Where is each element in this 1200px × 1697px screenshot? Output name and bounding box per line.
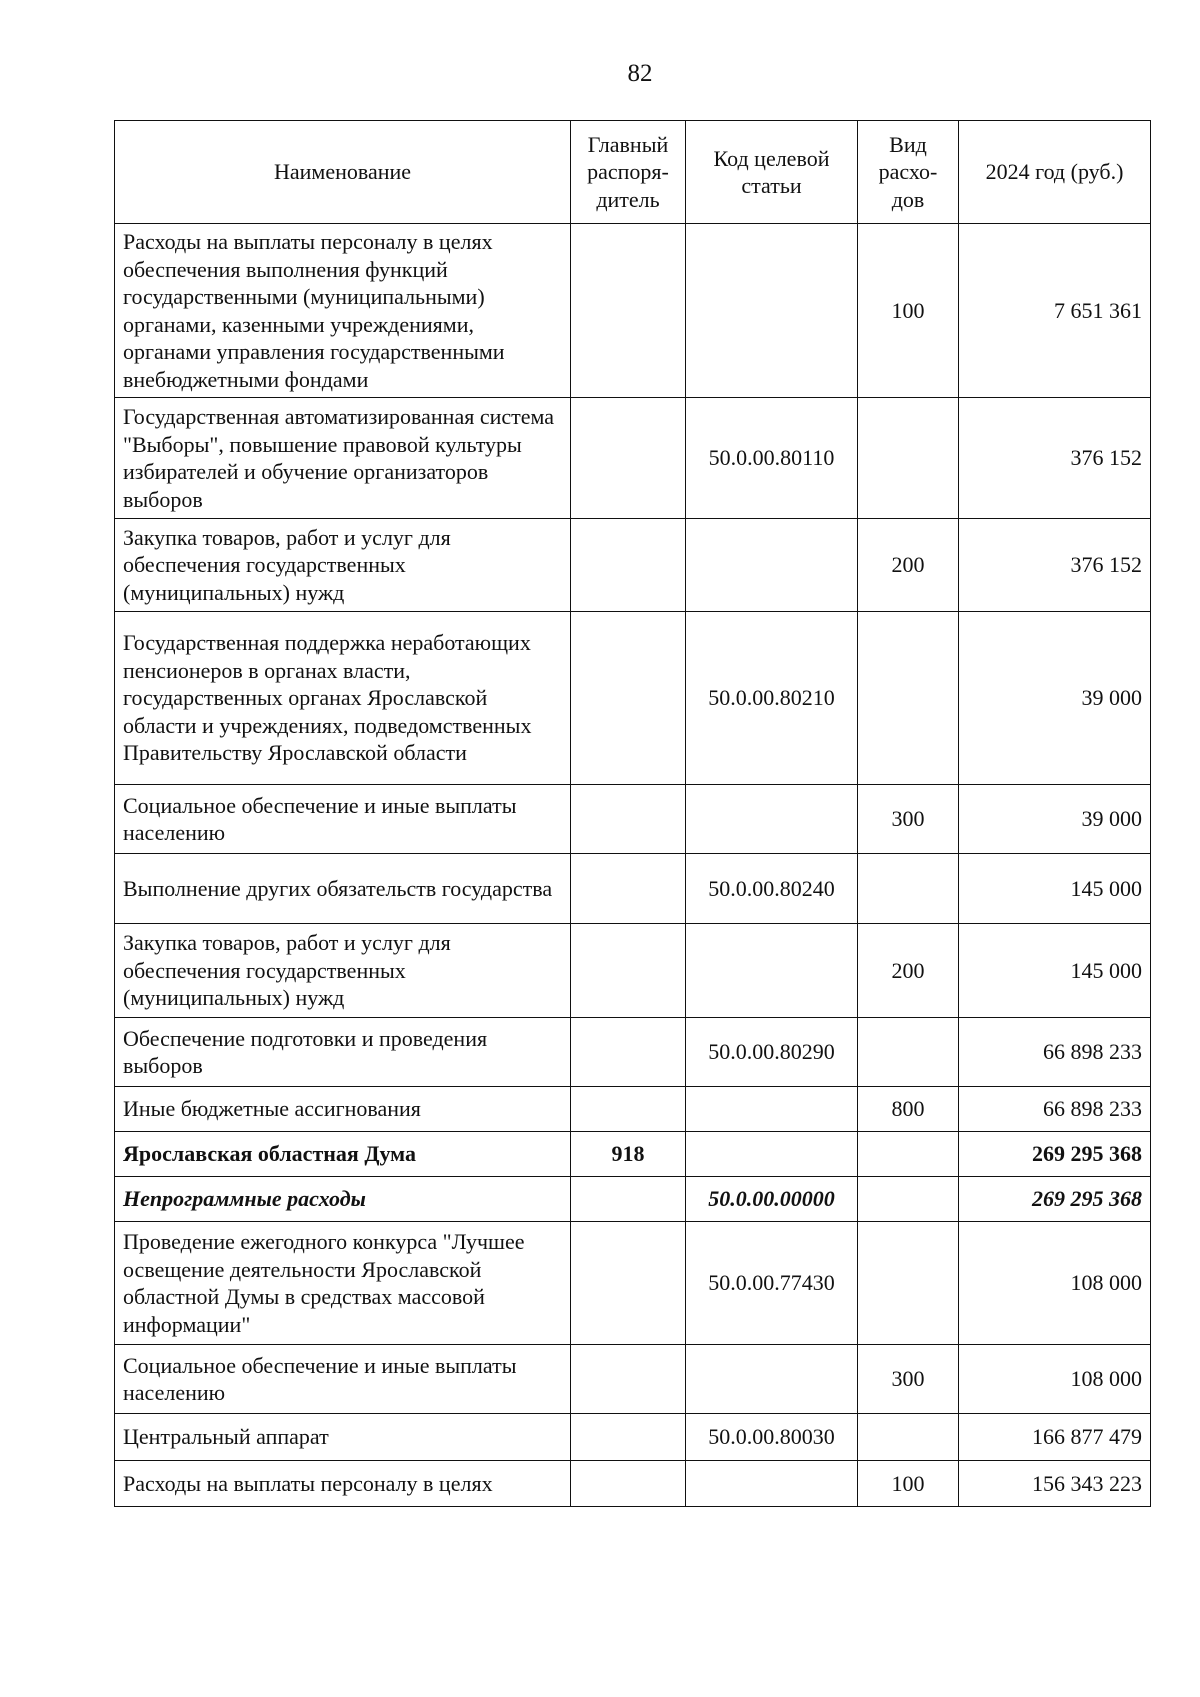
row-expense-type (858, 1177, 959, 1222)
row-target-code (686, 1461, 858, 1507)
row-expense-type (858, 854, 959, 924)
row-expense-type: 200 (858, 519, 959, 612)
row-amount: 145 000 (959, 854, 1151, 924)
row-name: Закупка товаров, работ и услуг для обеспечения государственных (муниципальных) нужд (115, 924, 571, 1018)
row-amount: 39 000 (959, 612, 1151, 785)
row-main-manager (571, 1461, 686, 1507)
table-row (115, 1222, 1151, 1345)
row-amount: 108 000 (959, 1222, 1151, 1345)
row-target-code (686, 924, 858, 1018)
row-name: Социальное обеспечение и иные выплаты населению (115, 1345, 571, 1414)
table-row (115, 612, 1151, 785)
row-expense-type: 800 (858, 1087, 959, 1132)
row-amount: 39 000 (959, 785, 1151, 854)
row-main-manager (571, 1087, 686, 1132)
row-amount: 66 898 233 (959, 1018, 1151, 1087)
row-expense-type (858, 1132, 959, 1177)
table-row (115, 1461, 1151, 1507)
row-target-code: 50.0.00.80210 (686, 612, 858, 785)
table-row (115, 398, 1151, 519)
row-name: Государственная поддержка неработающих пенсионеров в органах власти, государственных органах Ярославской области и учреждениях, подведомственных Правительству Ярославской области (115, 612, 571, 785)
table-row (115, 1018, 1151, 1087)
row-expense-type: 300 (858, 1345, 959, 1414)
row-main-manager (571, 1222, 686, 1345)
row-main-manager (571, 398, 686, 519)
row-amount: 145 000 (959, 924, 1151, 1018)
row-expense-type (858, 398, 959, 519)
row-amount: 156 343 223 (959, 1461, 1151, 1507)
row-name: Государственная автоматизированная система "Выборы", повышение правовой культуры избирателей и обучение организаторов выборов (115, 398, 571, 519)
row-main-manager (571, 785, 686, 854)
table-header-row (115, 121, 1151, 224)
header-target-code: Код целевой статьи (686, 121, 858, 224)
row-amount: 108 000 (959, 1345, 1151, 1414)
row-target-code: 50.0.00.00000 (686, 1177, 858, 1222)
row-expense-type (858, 1222, 959, 1345)
row-name: Центральный аппарат (115, 1414, 571, 1461)
table-row (115, 785, 1151, 854)
table-row-program (115, 1177, 1151, 1222)
table-row (115, 1345, 1151, 1414)
table-row (115, 1087, 1151, 1132)
row-target-code (686, 1132, 858, 1177)
row-name: Социальное обеспечение и иные выплаты населению (115, 785, 571, 854)
row-target-code: 50.0.00.77430 (686, 1222, 858, 1345)
row-amount: 166 877 479 (959, 1414, 1151, 1461)
row-main-manager (571, 224, 686, 398)
table-row (115, 854, 1151, 924)
row-target-code (686, 1087, 858, 1132)
row-expense-type: 200 (858, 924, 959, 1018)
row-main-manager (571, 612, 686, 785)
row-expense-type (858, 1018, 959, 1087)
budget-table (114, 120, 1151, 1507)
row-expense-type (858, 612, 959, 785)
row-expense-type (858, 1414, 959, 1461)
row-main-manager (571, 519, 686, 612)
row-target-code: 50.0.00.80110 (686, 398, 858, 519)
row-amount: 269 295 368 (959, 1177, 1151, 1222)
row-amount: 376 152 (959, 519, 1151, 612)
header-main-manager: Главный распоря-дитель (571, 121, 686, 224)
row-expense-type: 100 (858, 224, 959, 398)
row-expense-type: 100 (858, 1461, 959, 1507)
row-main-manager (571, 924, 686, 1018)
row-name: Ярославская областная Дума (115, 1132, 571, 1177)
table-row-department (115, 1132, 1151, 1177)
header-amount-2024: 2024 год (руб.) (959, 121, 1151, 224)
row-amount: 66 898 233 (959, 1087, 1151, 1132)
row-target-code (686, 1345, 858, 1414)
row-target-code (686, 519, 858, 612)
row-target-code: 50.0.00.80240 (686, 854, 858, 924)
row-name: Выполнение других обязательств государства (115, 854, 571, 924)
row-name: Проведение ежегодного конкурса "Лучшее освещение деятельности Ярославской областной Думы в средствах массовой информации" (115, 1222, 571, 1345)
row-main-manager (571, 854, 686, 924)
row-amount: 7 651 361 (959, 224, 1151, 398)
row-name: Закупка товаров, работ и услуг для обеспечения государственных (муниципальных) нужд (115, 519, 571, 612)
row-target-code: 50.0.00.80290 (686, 1018, 858, 1087)
row-main-manager (571, 1018, 686, 1087)
row-amount: 269 295 368 (959, 1132, 1151, 1177)
row-target-code: 50.0.00.80030 (686, 1414, 858, 1461)
page-number: 82 (627, 60, 653, 87)
row-name: Обеспечение подготовки и проведения выборов (115, 1018, 571, 1087)
table-row (115, 224, 1151, 398)
row-main-manager (571, 1345, 686, 1414)
row-name: Непрограммные расходы (115, 1177, 571, 1222)
row-name: Расходы на выплаты персоналу в целях обеспечения выполнения функций государственными (муниципальными) органами, казенными учреждениями, органами управления государственными внебюджетными фондами (115, 224, 571, 398)
row-main-manager (571, 1414, 686, 1461)
header-name: Наименование (115, 121, 571, 224)
row-amount: 376 152 (959, 398, 1151, 519)
header-expense-type: Вид расхо-дов (858, 121, 959, 224)
table-row (115, 924, 1151, 1018)
row-expense-type: 300 (858, 785, 959, 854)
row-main-manager: 918 (571, 1132, 686, 1177)
row-main-manager (571, 1177, 686, 1222)
table-row (115, 519, 1151, 612)
row-name: Расходы на выплаты персоналу в целях (115, 1461, 571, 1507)
row-target-code (686, 224, 858, 398)
table-row (115, 1414, 1151, 1461)
row-name: Иные бюджетные ассигнования (115, 1087, 571, 1132)
row-target-code (686, 785, 858, 854)
